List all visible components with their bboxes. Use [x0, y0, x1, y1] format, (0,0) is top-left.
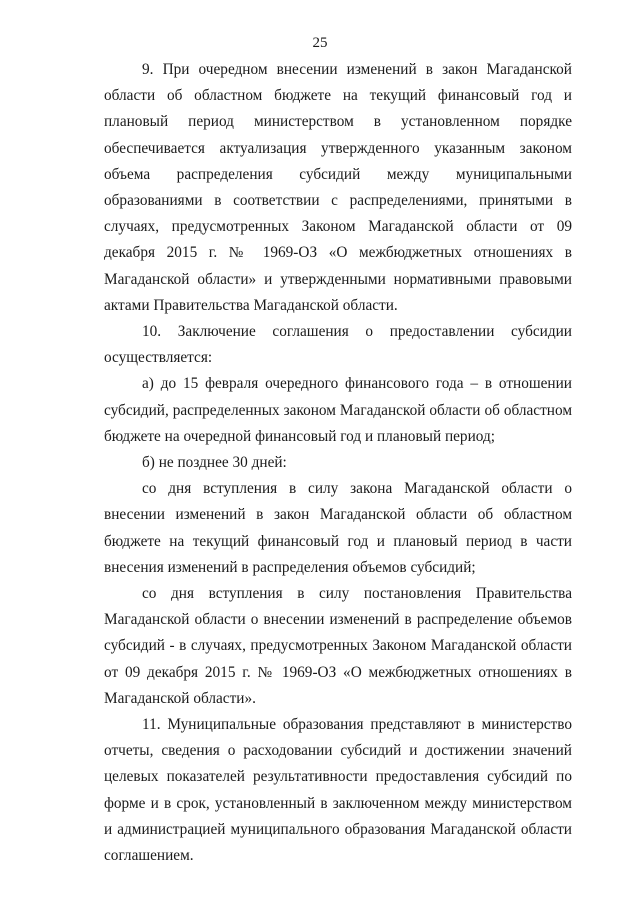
paragraph-10-a: а) до 15 февраля очередного финансового года – в отношении субсидий, распределенных законом Магаданской области об областном бюджете на очередной финансовый год и плановый период;	[104, 375, 572, 445]
page-number: 25	[312, 35, 328, 51]
paragraph-9: 9. При очередном внесении изменений в закон Магаданской области об областном бюджете на текущий финансовый год и плановый период министерством в установленном порядке обеспечивается актуализация утвержденного указанным законом объема распределения субсидий между муниципальными образованиями в соответствии с распределениями, принятыми в случаях, предусмотренных Законом Магаданской области от 09 декабря 2015 г. № 1969-ОЗ «О межбюджетных отношениях в Магаданской области» и утвержденными нормативными правовыми актами Правительства Магаданской области.	[104, 61, 572, 314]
paragraph-11: 11. Муниципальные образования представляют в министерство отчеты, сведения о расходовании субсидий и достижении значений целевых показателей результативности предоставления субсидий по форме и в срок, установленный в заключенном между министерством и администрацией муниципального образования Магаданской области соглашением.	[104, 716, 572, 865]
paragraph-10-b-law: со дня вступления в силу закона Магаданской области о внесении изменений в закон Магаданской области об областном бюджете на текущий финансовый год и плановый период в части внесения изменений в распределения объемов субсидий;	[104, 480, 572, 576]
paragraph-10-b-resolution: со дня вступления в силу постановления Правительства Магаданской области о внесении изменений в распределение объемов субсидий - в случаях, предусмотренных Законом Магаданской области от 09 декабря 2015 г. № 1969-ОЗ «О межбюджетных отношениях в Магаданской области».	[104, 585, 572, 707]
document-body	[104, 57, 572, 869]
paragraph-10-b: б) не позднее 30 дней:	[142, 454, 287, 472]
paragraph-10: 10. Заключение соглашения о предоставлении субсидии осуществляется:	[104, 323, 572, 367]
